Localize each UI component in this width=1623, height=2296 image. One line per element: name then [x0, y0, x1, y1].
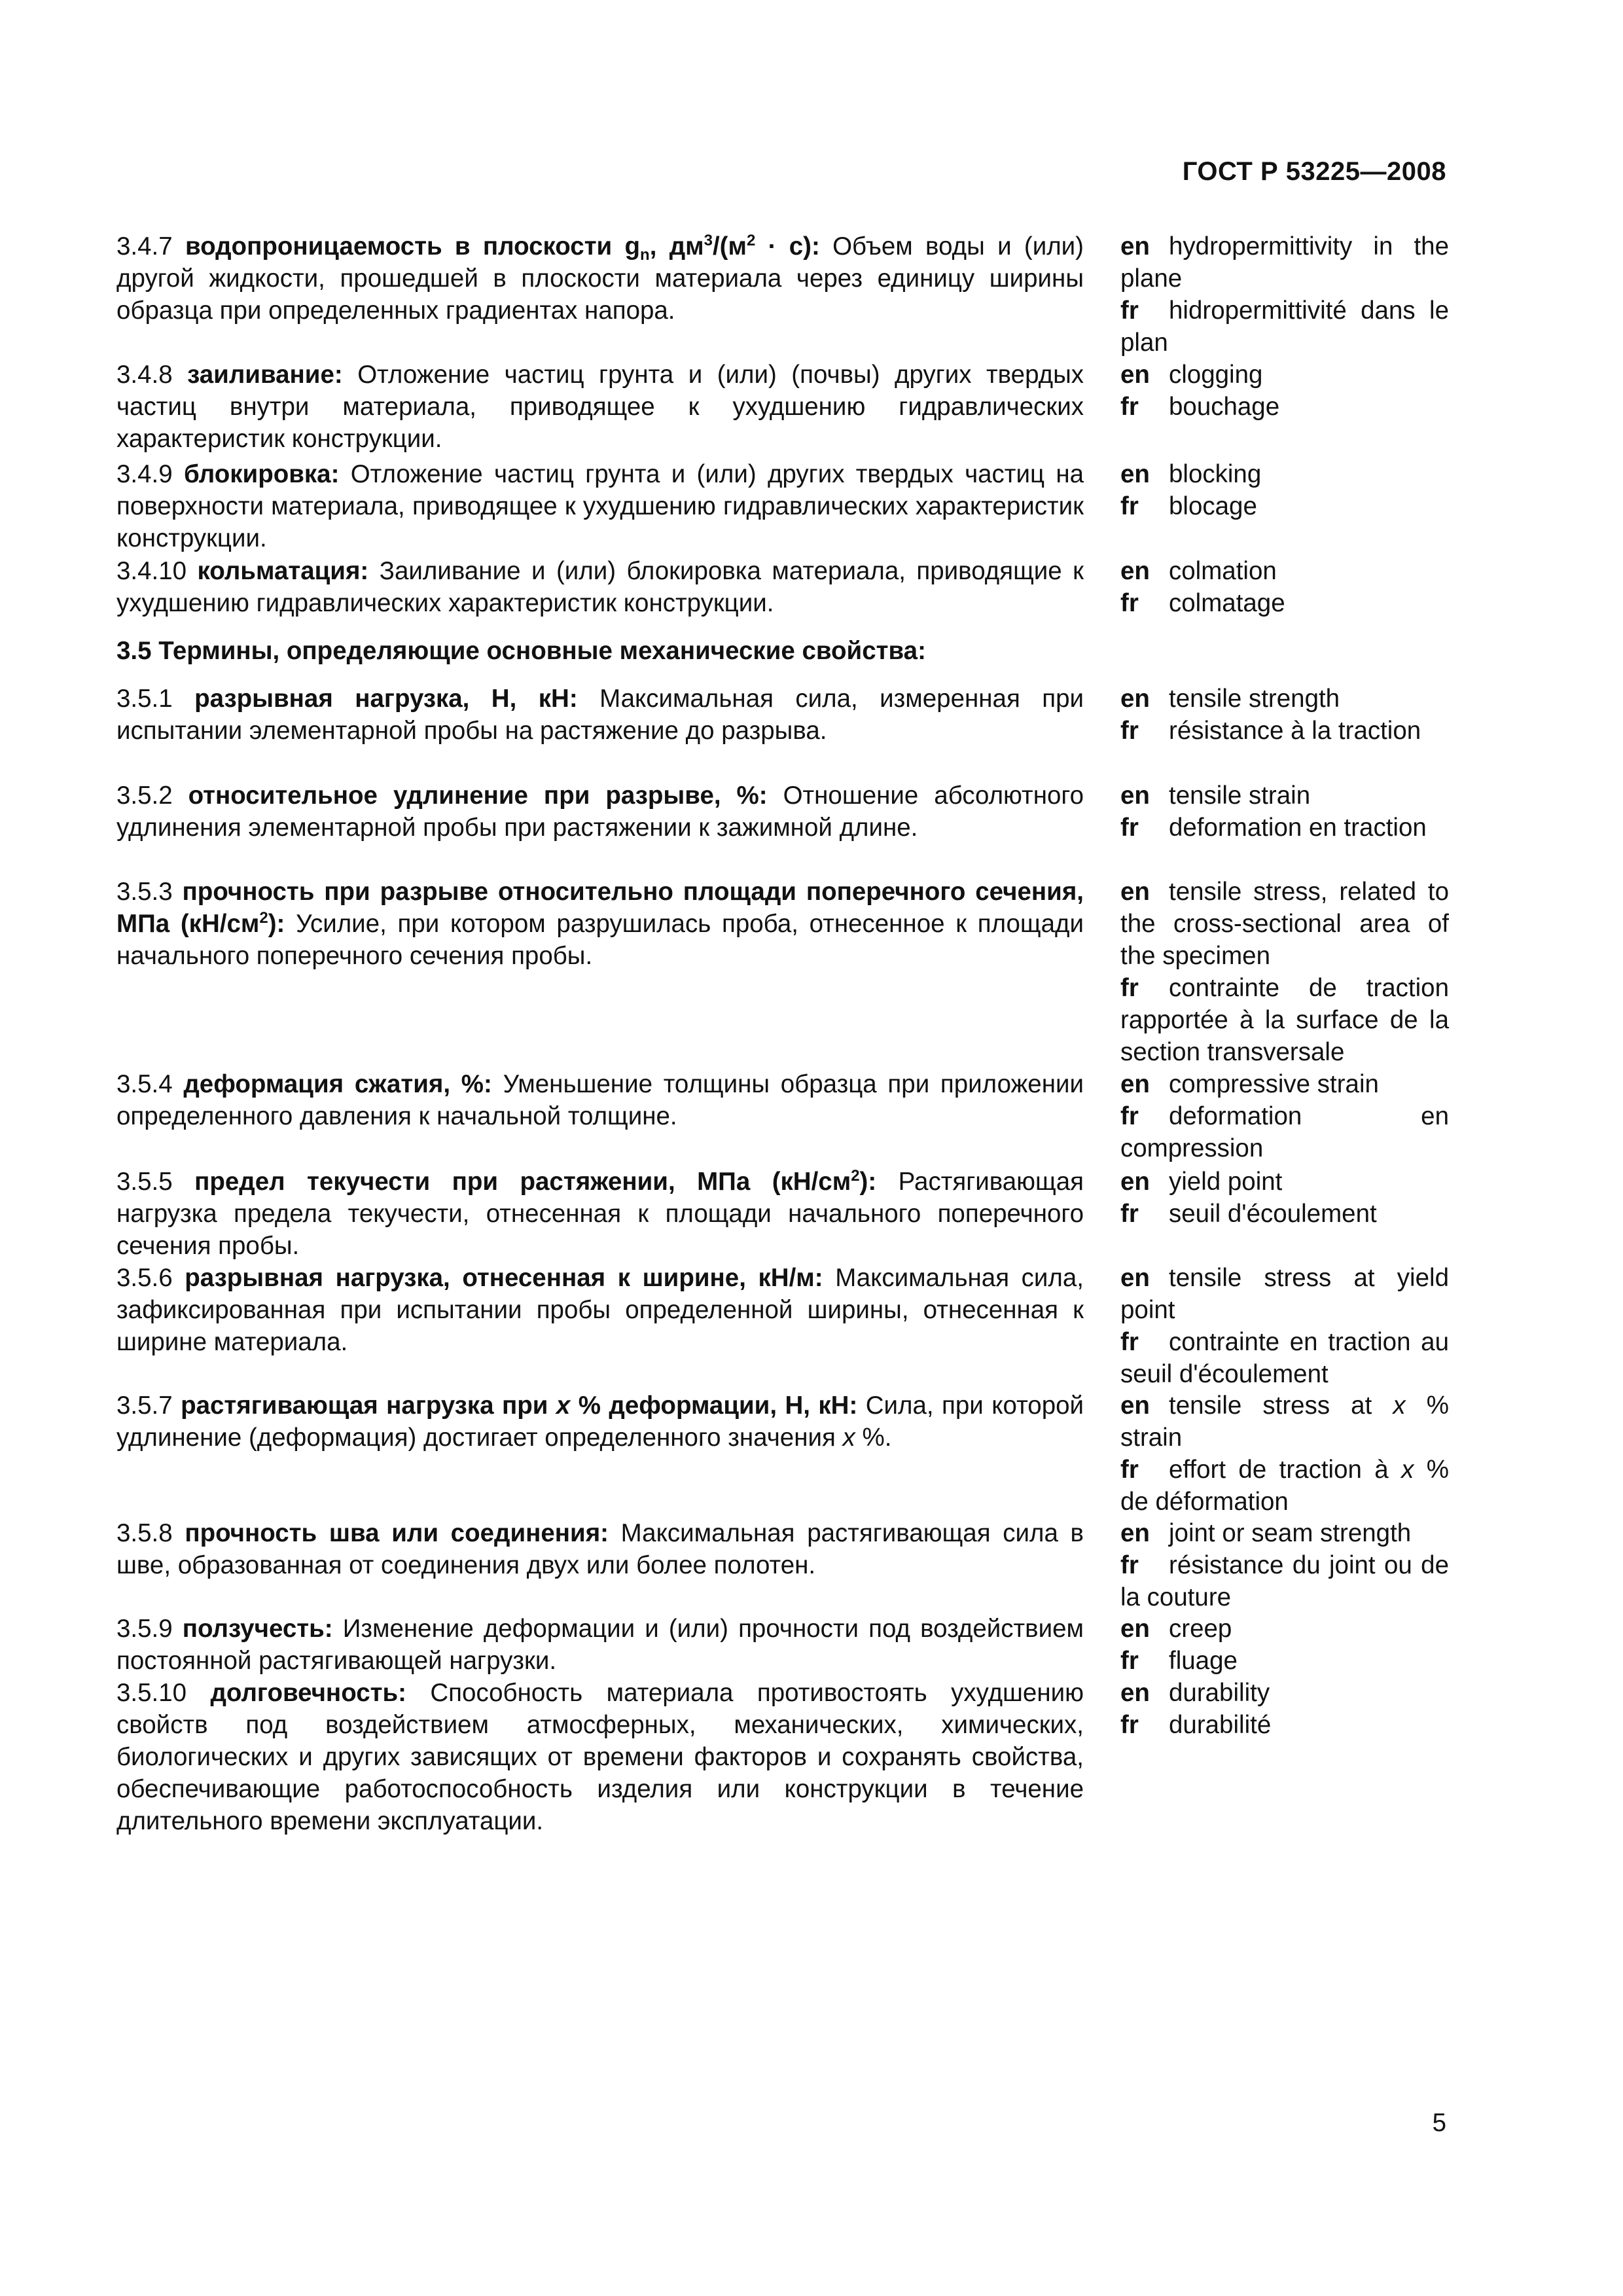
lang-code-en: en [1120, 1168, 1150, 1196]
term-name: относительное удлинение при разрыве, %: [188, 781, 768, 810]
english-term: yield point [1169, 1168, 1283, 1196]
lang-code-fr: fr [1120, 974, 1139, 1002]
lang-code-fr: fr [1120, 393, 1139, 421]
translations [1120, 458, 1449, 522]
term-name [181, 1391, 857, 1420]
definition-text: Максимальная растягивающая сила в шве, образованная от соединения двух или более полотен. [116, 1519, 1084, 1579]
definition-text: Максимальная сила, измеренная при испытании элементарной пробы на растяжение до разрыва. [116, 685, 1084, 745]
definition-text: Отношение абсолютного удлинения элементарной пробы при растяжении к зажимной длине. [116, 781, 1084, 842]
english-term-part: % strain [1120, 1391, 1449, 1452]
definition-part: Сила, при которой удлинение (деформация) достигает определенного значения [116, 1391, 1084, 1452]
lang-code-fr: fr [1120, 814, 1139, 842]
lang-code-fr: fr [1120, 492, 1139, 520]
term-name [194, 1168, 876, 1196]
translations [1120, 780, 1449, 844]
term-definition [116, 780, 1084, 844]
translations [1120, 1517, 1449, 1613]
term-name: долговечность: [210, 1679, 406, 1707]
clause-number: 3.4.9 [116, 460, 173, 488]
term-name: разрывная нагрузка, отнесенная к ширине [185, 1264, 740, 1292]
english-term [1120, 1391, 1449, 1452]
section-heading-3-5: 3.5 Термины, определяющие основные механические свойства: [116, 637, 926, 665]
term-definition [116, 876, 1084, 972]
lang-code-fr: fr [1120, 1456, 1139, 1484]
term-definition [116, 1166, 1084, 1262]
clause-number: 3.4.7 [116, 232, 173, 260]
lang-code-fr: fr [1120, 589, 1139, 617]
definition-part: %. [855, 1424, 892, 1452]
definition-text: Растягивающая нагрузка предела текучести, отнесенная к площади начального поперечного сечения пробы. [116, 1168, 1084, 1260]
lang-code-en: en [1120, 361, 1150, 389]
clause-number: 3.4.10 [116, 557, 187, 585]
definition-variable: x [842, 1424, 855, 1452]
english-term: clogging [1169, 361, 1263, 389]
english-term-variable: x [1393, 1391, 1406, 1420]
clause-number: 3.5.1 [116, 685, 173, 713]
term-definition [116, 555, 1084, 619]
french-term: contrainte de traction rapportée à la surface de la section transversale [1120, 974, 1449, 1066]
lang-code-en: en [1120, 1264, 1150, 1292]
term-part: ): [268, 910, 285, 938]
document-id-header: ГОСТ Р 53225—2008 [1182, 157, 1446, 186]
lang-code-en: en [1120, 1615, 1150, 1643]
term-superscript: 2 [746, 232, 756, 249]
term-subscript: n [640, 246, 650, 264]
lang-code-en: en [1120, 232, 1150, 260]
term-definition [116, 1068, 1084, 1132]
french-term: contrainte en traction au seuil d'écoulement [1120, 1328, 1449, 1388]
french-term-variable: x [1401, 1456, 1414, 1484]
english-term: tensile stress at yield point [1120, 1264, 1449, 1324]
translations [1120, 1613, 1449, 1677]
term-definition [116, 1390, 1084, 1454]
french-term-part: % de déformation [1120, 1456, 1449, 1516]
lang-code-en: en [1120, 460, 1150, 488]
lang-code-fr: fr [1120, 1647, 1139, 1675]
translations [1120, 1068, 1449, 1164]
lang-code-fr: fr [1120, 1200, 1139, 1228]
translations [1120, 555, 1449, 619]
definition-text: Усилие, при котором разрушилась проба, отнесенное к площади начального поперечного сечения пробы. [116, 910, 1084, 970]
french-term: résistance à la traction [1169, 717, 1421, 745]
french-term: résistance du joint ou de la couture [1120, 1551, 1449, 1611]
english-term-part: tensile stress at [1169, 1391, 1393, 1420]
lang-code-fr: fr [1120, 717, 1139, 745]
term-part: /(м [712, 232, 747, 260]
clause-number: 3.4.8 [116, 361, 173, 389]
translations [1120, 230, 1449, 359]
term-name: прочность шва или соединения: [185, 1519, 609, 1547]
term-definition [116, 458, 1084, 554]
definition-text: Изменение деформации и (или) прочности под воздействием постоянной растягивающей нагрузки. [116, 1615, 1084, 1675]
definition-text: Отложение частиц грунта и (или) (почвы) других твердых частиц внутри материала, приводящее к ухудшению гидравлических характеристик конструкции. [116, 361, 1084, 453]
english-term: joint or seam strength [1169, 1519, 1412, 1547]
english-term: hydropermittivity in the plane [1120, 232, 1449, 293]
term-name: блокировка: [183, 460, 340, 488]
lang-code-fr: fr [1120, 1328, 1139, 1356]
clause-number: 3.5.10 [116, 1679, 187, 1707]
term-name-units: , кН/м: [739, 1264, 823, 1292]
term-part: предел текучести при растяжении, МПа (кН/см [194, 1168, 851, 1196]
term-part: водопроницаемость в плоскости g [185, 232, 641, 260]
translations [1120, 876, 1449, 1068]
lang-code-en: en [1120, 1391, 1150, 1420]
term-superscript: 3 [704, 232, 713, 249]
english-term: tensile strain [1169, 781, 1311, 810]
lang-code-en: en [1120, 878, 1150, 906]
translations [1120, 1262, 1449, 1390]
clause-number: 3.5.6 [116, 1264, 173, 1292]
french-term [1120, 1456, 1449, 1516]
translations [1120, 359, 1449, 423]
term-part: · с): [755, 232, 820, 260]
french-term: bouchage [1169, 393, 1280, 421]
clause-number: 3.5.7 [116, 1391, 173, 1420]
french-term: blocage [1169, 492, 1257, 520]
lang-code-fr: fr [1120, 1102, 1139, 1130]
french-term: durabilité [1169, 1711, 1272, 1739]
definition-text: Уменьшение толщины образца при приложении определенного давления к начальной толщине. [116, 1070, 1084, 1130]
page-number: 5 [1432, 2109, 1446, 2137]
definition-text: Отложение частиц грунта и (или) других твердых частиц на поверхности материала, приводящее к ухудшению гидравлических характеристик конструкции. [116, 460, 1084, 552]
term-part: % деформации, Н, кН: [570, 1391, 858, 1420]
clause-number: 3.5.9 [116, 1615, 173, 1643]
term-part: прочность при разрыве относительно площади поперечного сечения, МПа (кН/см [116, 878, 1084, 938]
french-term: deformation en traction [1169, 814, 1427, 842]
term-definition [116, 1262, 1084, 1358]
term-variable: x [556, 1391, 571, 1420]
translations [1120, 1677, 1449, 1741]
definition-text: Максимальная сила, зафиксированная при испытании пробы определенной ширины, отнесенная к ширине материала. [116, 1264, 1084, 1356]
french-term: fluage [1169, 1647, 1238, 1675]
lang-code-en: en [1120, 685, 1150, 713]
english-term: tensile stress, related to the cross-sectional area of the specimen [1120, 878, 1449, 970]
french-term: seuil d'écoulement [1169, 1200, 1377, 1228]
term-superscript: 2 [259, 909, 268, 927]
lang-code-en: en [1120, 1519, 1150, 1547]
clause-number: 3.5.2 [116, 781, 173, 810]
term-definition [116, 230, 1084, 327]
english-term: tensile strength [1169, 685, 1340, 713]
english-term: creep [1169, 1615, 1232, 1643]
term-definition [116, 1517, 1084, 1581]
translations [1120, 683, 1449, 747]
english-term: compressive strain [1169, 1070, 1379, 1098]
term-name: разрывная нагрузка, Н, кН: [194, 685, 578, 713]
translations [1120, 1166, 1449, 1230]
term-name: заиливание: [187, 361, 343, 389]
lang-code-fr: fr [1120, 1711, 1139, 1739]
french-term: colmatage [1169, 589, 1285, 617]
definition-text: Заиливание и (или) блокировка материала, приводящие к ухудшению гидравлических характеристик конструкции. [116, 557, 1084, 617]
term-part: , дм [649, 232, 704, 260]
english-term: durability [1169, 1679, 1270, 1707]
term-name: ползучесть: [182, 1615, 333, 1643]
term-name: деформация сжатия, %: [183, 1070, 492, 1098]
definition-text: Объем воды и (или) другой жидкости, прошедшей в плоскости материала через единицу ширины образца при определенных градиентах напора. [116, 232, 1084, 325]
term-definition [116, 683, 1084, 747]
term-name [185, 232, 820, 264]
translations [1120, 1390, 1449, 1518]
clause-number: 3.5.4 [116, 1070, 173, 1098]
clause-number: 3.5.3 [116, 878, 173, 906]
lang-code-fr: fr [1120, 296, 1139, 325]
lang-code-en: en [1120, 1679, 1150, 1707]
term-definition [116, 1613, 1084, 1677]
term-part: ): [859, 1168, 877, 1196]
term-name: кольматация: [197, 557, 369, 585]
definition-text: Способность материала противостоять ухудшению свойств под воздействием атмосферных, механических, химических, биологических и других зависящих от времени факторов и сохранять свойства, обеспечивающие работоспособность изделия или конструкции в течение длительного времени эксплуатации. [116, 1679, 1084, 1835]
lang-code-en: en [1120, 1070, 1150, 1098]
lang-code-en: en [1120, 557, 1150, 585]
lang-code-fr: fr [1120, 1551, 1139, 1579]
term-definition [116, 1677, 1084, 1837]
english-term: colmation [1169, 557, 1277, 585]
french-term: deformation en compression [1120, 1102, 1449, 1162]
french-term-part: effort de traction à [1169, 1456, 1402, 1484]
clause-number: 3.5.5 [116, 1168, 173, 1196]
term-definition [116, 359, 1084, 455]
english-term: blocking [1169, 460, 1262, 488]
term-part: растягивающая нагрузка при [181, 1391, 556, 1420]
term-superscript: 2 [851, 1167, 860, 1185]
lang-code-en: en [1120, 781, 1150, 810]
french-term: hidropermittivité dans le plan [1120, 296, 1449, 357]
clause-number: 3.5.8 [116, 1519, 173, 1547]
